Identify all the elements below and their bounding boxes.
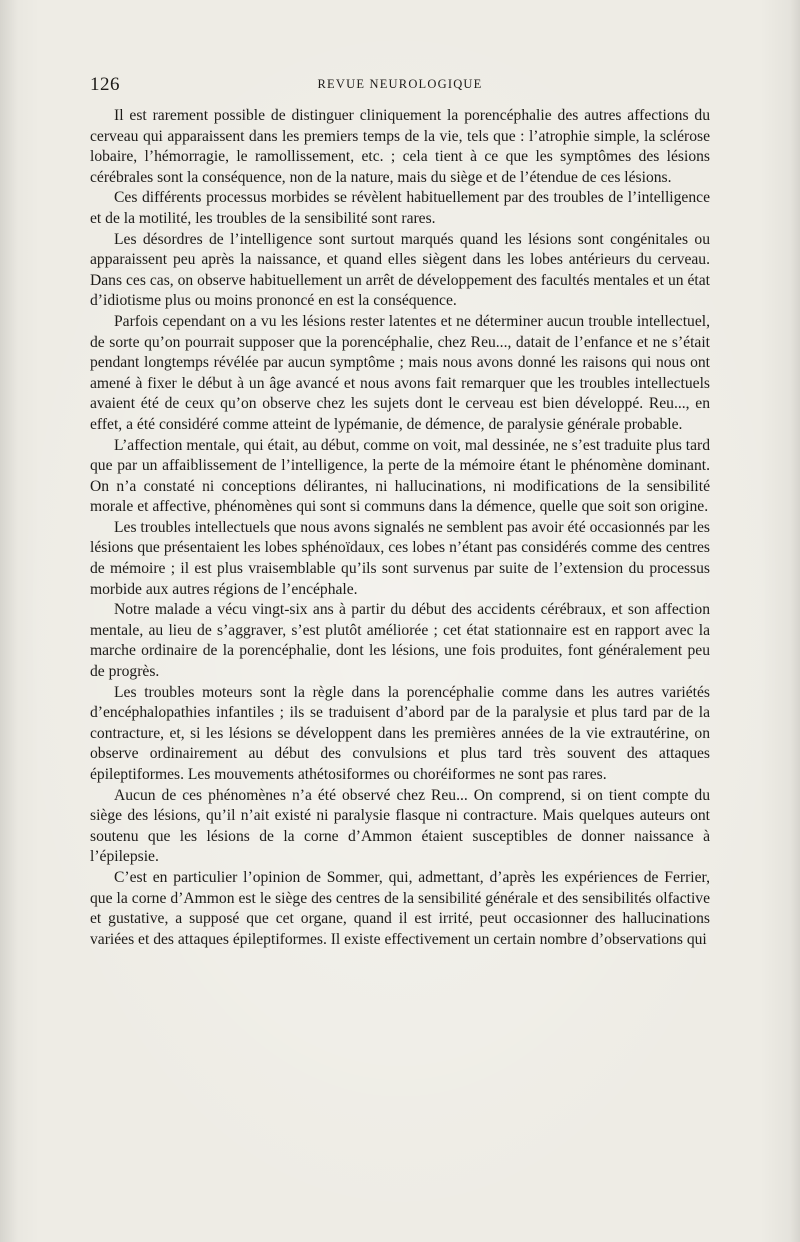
paragraph: Aucun de ces phénomènes n’a été observé chez Reu... On comprend, si on tient compte du siège des lésions, qu’il n’ait existé ni paralysie flasque ni contracture. Mais quelques auteurs ont soutenu que les lésions de la corne d’Ammon étaient susceptibles de donner naissance à l’épilepsie.: [90, 786, 710, 866]
body-text: [90, 106, 710, 950]
paragraph: Ces différents processus morbides se révèlent habituellement par des troubles de l’intelligence et de la motilité, les troubles de la sensibilité sont rares.: [90, 189, 710, 227]
paragraph: Parfois cependant on a vu les lésions rester latentes et ne déterminer aucun trouble intellectuel, de sorte qu’on pourrait supposer que la porencéphalie, chez Reu..., datait de l’enfance et ne s’était pendant longtemps révélée par aucun symptôme ; mais nous avons donné les raisons qui nous ont amené à fixer le début à un âge avancé et nous avons fait remarquer que les troubles intellectuels avaient été de ceux qu’on observe chez les sujets dont le cerveau est bien développé. Reu..., en effet, a été considéré comme atteint de lypémanie, de démence, de paralysie générale probable.: [90, 312, 710, 433]
paragraph: Les troubles intellectuels que nous avons signalés ne semblent pas avoir été occasionnés par les lésions que présentaient les lobes sphénoïdaux, ces lobes n’étant pas considérés comme des centres de mémoire ; il est plus vraisemblable qu’ils sont survenus par suite de l’extension du processus morbide aux autres régions de l’encéphale.: [90, 518, 710, 598]
paragraph: Les désordres de l’intelligence sont surtout marqués quand les lésions sont congénitales ou apparaissent peu après la naissance, et quand elles siègent dans les lobes antérieurs du cerveau. Dans ces cas, on observe habituellement un arrêt de développement des facultés mentales et un état d’idiotisme plus ou moins prononcé en est la conséquence.: [90, 230, 710, 310]
paragraph: Notre malade a vécu vingt-six ans à partir du début des accidents cérébraux, et son affection mentale, au lieu de s’aggraver, s’est plutôt améliorée ; cet état stationnaire est en rapport avec la marche ordinaire de la porencéphalie, dont les lésions, une fois produites, font généralement peu de progrès.: [90, 601, 710, 681]
page-number: 126: [90, 74, 120, 95]
paragraph: Les troubles moteurs sont la règle dans la porencéphalie comme dans les autres variétés d’encéphalopathies infantiles ; ils se traduisent d’abord par de la paralysie et plus tard par de la contracture, et, si les lésions se développent dans les premières années de la vie extrautérine, on observe ordinairement au début des convulsions et plus tard très souvent des attaques épileptiformes. Les mouvements athétosiformes ou choréiformes ne sont pas rares.: [90, 683, 710, 783]
page-header: [90, 74, 710, 98]
paragraph: L’affection mentale, qui était, au début, comme on voit, mal dessinée, ne s’est traduite plus tard que par un affaiblissement de l’intelligence, la perte de la mémoire étant le phénomène dominant. On n’a constaté ni conceptions délirantes, ni hallucinations, ni modifications de la sensibilité morale et affective, phénomènes qui sont si communs dans la démence, quelle que soit son origine.: [90, 436, 710, 516]
paragraph: C’est en particulier l’opinion de Sommer, qui, admettant, d’après les expériences de Ferrier, que la corne d’Ammon est le siège des centres de la sensibilité générale et des sensibilités olfactive et gustative, a supposé que cet organe, quand il est irrité, peut occasionner des hallucinations variées et des attaques épileptiformes. Il existe effectivement un certain nombre d’observations qui: [90, 868, 710, 948]
running-title: REVUE NEUROLOGIQUE: [317, 77, 483, 91]
paragraph: Il est rarement possible de distinguer cliniquement la porencéphalie des autres affections du cerveau qui apparaissent dans les premiers temps de la vie, tels que : l’atrophie simple, la sclérose lobaire, l’hémorragie, le ramollissement, etc. ; cela tient à ce que les symptômes des lésions cérébrales sont la conséquence, non de la nature, mais du siège et de l’étendue de ces lésions.: [90, 107, 710, 186]
